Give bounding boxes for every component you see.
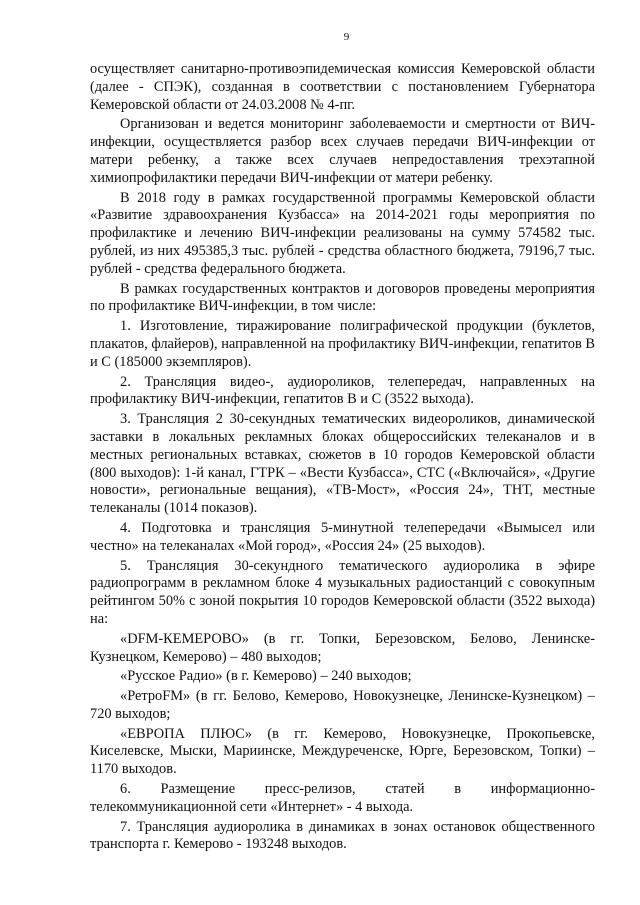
- paragraph-contracts-intro: В рамках государственных контрактов и договоров проведены мероприятия по профилактике ВИЧ-инфекции, в том числе:: [90, 280, 595, 315]
- radio-station-russkoe-radio: «Русское Радио» (в г. Кемерово) – 240 выходов;: [120, 668, 412, 685]
- list-item-7: 7. Трансляция аудиоролика в динамиках в зонах остановок общественного транспорта г. Кемерово - 193248 выходов.: [90, 818, 595, 853]
- paragraph-spek: осуществляет санитарно-противоэпидемическая комиссия Кемеровской области (далее - СПЭК), созданная в соответствии с постановлением Губернатора Кемеровской области от 24.03.2008 № 4-пг.: [90, 61, 595, 113]
- list-item-2: 2. Трансляция видео-, аудиороликов, телепередач, направленных на профилактику ВИЧ-инфекции, гепатитов В и С (3522 выхода).: [90, 373, 595, 408]
- radio-station-europa-plus: «ЕВРОПА ПЛЮС» (в гг. Кемерово, Новокузнецке, Прокопьевске, Киселевске, Мыски, Мариинске, Междуреченске, Юрге, Березовском, Топки) – 1170 выходов.: [90, 725, 595, 778]
- list-item-4: 4. Подготовка и трансляция 5-минутной телепередачи «Вымысел или честно» на телеканалах «Мой город», «Россия 24» (25 выходов).: [90, 519, 595, 554]
- list-item-1: 1. Изготовление, тиражирование полиграфической продукции (буклетов, плакатов, флайеров), направленной на профилактику ВИЧ-инфекции, гепатитов В и С (185000 экземпляров).: [90, 318, 595, 370]
- radio-station-dfm: «DFM-КЕМЕРОВО» (в гг. Топки, Березовском, Белово, Ленинске-Кузнецком, Кемерово) – 480 выходов;: [90, 630, 595, 665]
- page-number: 9: [343, 31, 350, 43]
- paragraph-budget: В 2018 году в рамках государственной программы Кемеровской области «Развитие здравоохранения Кузбасса» на 2014-2021 годы мероприятия по профилактике и лечению ВИЧ-инфекции реализованы на сумму 574582 тыс. рублей, из них 495385,3 тыс. рублей - средства областного бюджета, 79196,7 тыс. рублей - средства федерального бюджета.: [90, 189, 595, 277]
- list-item-3: 3. Трансляция 2 30-секундных тематических видеороликов, динамической заставки в локальных рекламных блоках общероссийских телеканалов и в местных региональных вставках, сюжетов в 10 городов Кемеровской области (800 выходов): 1-й канал, ГТРК – «Вести Кузбасса», СТС («Включайся», «Другие новости», региональные вещания), «ТВ-Мост», «Россия 24», ТНТ, местные телеканалы (1014 показов).: [90, 411, 595, 517]
- list-item-6: 6. Размещение пресс-релизов, статей в информационно-телекоммуникационной сети «Интернет» - 4 выхода.: [90, 781, 595, 815]
- list-item-5: 5. Трансляция 30-секундного тематического аудиоролика в эфире радиопрограмм в рекламном блоке 4 музыкальных радиостанций с совокупным рейтингом 50% с зоной покрытия 10 городов Кемеровской области (3522 выхода) на:: [90, 557, 595, 627]
- paragraph-monitoring: Организован и ведется мониторинг заболеваемости и смертности от ВИЧ-инфекции, осуществляется разбор всех случаев передачи ВИЧ-инфекции от матери ребенку, а также всех случаев непредоставления трехэтапной химиопрофилактики передачи ВИЧ-инфекции от матери ребенку.: [90, 116, 595, 186]
- radio-station-retrofm: «РетроFM» (в гг. Белово, Кемерово, Новокузнецке, Ленинске-Кузнецком) – 720 выходов;: [90, 688, 595, 722]
